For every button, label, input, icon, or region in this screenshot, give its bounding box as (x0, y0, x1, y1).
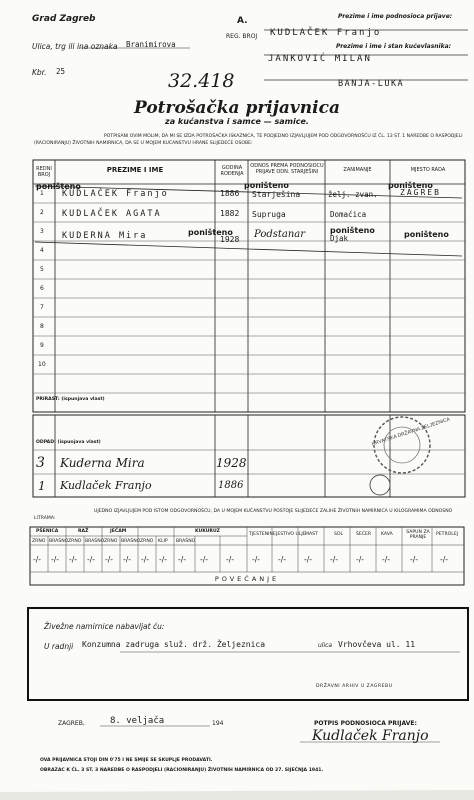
row-number: 1 (40, 190, 44, 197)
stock-subcol: BRAŠNO (49, 539, 69, 544)
stock-value: -/- (200, 555, 208, 564)
cancelled-stamp: poništeno (244, 181, 289, 190)
odpad-no: 3 (36, 455, 45, 471)
form-subtitle: za kućanstva i samce — samice. (165, 117, 309, 126)
stock-group: KUKURUZ (195, 529, 221, 534)
footer-year: 194 (212, 720, 224, 727)
stock-subcol: ZRNO (140, 539, 154, 544)
stock-value: -/- (105, 555, 113, 564)
stock-value: -/- (252, 555, 260, 564)
row-number: 3 (40, 228, 44, 235)
row-number: 9 (40, 342, 44, 349)
stock-other: SOL (334, 532, 344, 537)
odpad-no: 1 (38, 479, 46, 493)
stock-value: -/- (304, 555, 312, 564)
person-relation: Starješina (252, 190, 301, 199)
stock-value: -/- (278, 555, 286, 564)
col-year-header: GODINA ROĐENJA (220, 165, 244, 177)
house-no-value: 25 (56, 67, 66, 76)
applicant-label: Prezime i ime podnosioca prijave: (338, 13, 453, 20)
form-title: Potrošačka prijavnica (134, 98, 340, 118)
footer-note-price: OVA PRIJAVNICA STOJI DIN 0'75 I NE SMIJE SE SKUPLJE PRODAVATI. (40, 758, 213, 763)
stock-value: -/- (178, 555, 186, 564)
odpad-name: Kudlaček Franjo (60, 479, 152, 492)
col-occupation-header: ZANIMANJE (343, 167, 372, 173)
stock-value: -/- (123, 555, 131, 564)
street-value: Branimirova (126, 40, 176, 49)
street-label: Ulica, trg ili ina oznaka (32, 42, 118, 51)
house-no-label: Kbr. (32, 68, 47, 77)
person-year: 1928 (220, 235, 240, 244)
stock-subcol: KLIP (158, 539, 168, 544)
owner-address: BANJA-LUKA (338, 79, 405, 89)
person-relation: Supruga (252, 210, 286, 219)
person-year: 1886 (220, 189, 240, 198)
person-name: KUDLAČEK AGATA (62, 209, 162, 219)
reg-label: REG. BROJ (226, 33, 258, 40)
person-occupation: želj. zvan. (328, 190, 378, 199)
row-number: 6 (40, 285, 44, 292)
stock-value: -/- (410, 555, 418, 564)
row-number: 2 (40, 209, 44, 216)
cancelled-stamp: poništeno (388, 181, 433, 190)
odpad-year: 1928 (216, 456, 247, 470)
person-relation: Podstanar (254, 229, 306, 240)
row-number: 7 (40, 304, 44, 311)
col-no-header: REDNI BROJ (36, 166, 52, 178)
supply-label: Živežne namirnice nabavljat ću: (44, 622, 165, 631)
shop-value: Konzumna zadruga služ. drž. Željeznica (82, 640, 266, 649)
person-workplace: ZAGREB (400, 188, 441, 197)
stock-subcol: BRAŠNO (121, 539, 141, 544)
prirast-label: PRIRAST: (ispunjava vlast) (36, 397, 105, 402)
cancelled-stamp: poništeno (330, 226, 375, 235)
stock-value: -/- (356, 555, 364, 564)
stock-subcol: BRAŠNO (176, 539, 196, 544)
odpad-name: Kuderna Mira (60, 456, 145, 470)
person-occupation: Domaćica (330, 210, 367, 219)
city-label: Grad Zagreb (32, 14, 96, 24)
stock-value: -/- (33, 555, 41, 564)
archive-stamp: DRŽAVNI ARHIV U ZAGREBU (316, 684, 393, 689)
handwritten-number: 32.418 (168, 70, 235, 92)
row-number: 8 (40, 323, 44, 330)
signature: Kudlaček Franjo (312, 728, 429, 744)
declaration-text: UJEDNO IZJAVLJUJEM POD ISTOM ODGOVORNOŠĆU, DA U MOJEM KUĆANSTVU POSTOJE SLIJEDEĆE ZALIHE ŽIVOTNIH NAMIRNICA U KILOGRAMIMA ODNOSNO LITRAMA: (34, 509, 453, 521)
applicant-value: KUDLAČEK Franjo (270, 28, 382, 38)
owner-label: Prezime i ime i stan kućevlasnika: (336, 43, 452, 50)
person-occupation: Djak (330, 234, 349, 243)
col-name-header: PREZIME I IME (106, 166, 164, 174)
stock-other: TJESTENINE (249, 532, 276, 537)
stock-other: PETROLEJ (436, 532, 459, 537)
footer-note-form: OBRAZAC K ČL. 3 ST. 3 NAREDBE O RASPODJELI (RACIONIRANJU) ŽIVOTNIH NAMIRNICA OD 27. SIJEČNJA 1941. (40, 768, 324, 773)
signature-label: POTPIS PODNOSIOCA PRIJAVE: (314, 720, 417, 727)
stock-value: -/- (440, 555, 448, 564)
stock-subcol: ZRNO (104, 539, 118, 544)
row-number: 4 (40, 247, 44, 254)
stock-other: JESTIVO ULJE (276, 532, 306, 537)
owner-value: JANKOVIĆ MILAN (268, 54, 372, 64)
railway-stamp: HRVATSKA DRŽAVNA ŽELJEZNICA (371, 416, 451, 448)
stock-other: MAST (305, 532, 318, 537)
cancelled-stamp: poništeno (188, 228, 233, 237)
odpad-year: 1886 (218, 480, 244, 491)
col-relation-header: ODNOS PREMA PODNOSIOCU PRIJAVE ODN. STARJEŠINI (250, 163, 324, 175)
stock-group: JEČAM (110, 529, 127, 534)
stock-value: -/- (226, 555, 234, 564)
stock-subcol: BRAŠNO (85, 539, 105, 544)
stock-subcol: ZRNO (68, 539, 82, 544)
stock-value: -/- (159, 555, 167, 564)
stock-group: RAŽ (78, 529, 89, 534)
stock-value: -/- (87, 555, 95, 564)
stock-other: SAPUN ZA PRANJE (406, 530, 430, 540)
row-number: 10 (38, 361, 46, 368)
intro-text: POTPISANI OVIM MOLIM, DA MI SE IZDA POTROŠAČKA ISKAZNICA, TE PODJEDNO IZJAVLJUJEM POD ODGOVORNOŠĆU IZ ČL. 13 ST. 1 NAREDBE O RASPODJELI (RACIONIRANJU) ŽIVOTNIH NAMIRNICA, DA SE U MOJEM KUĆANSTVU HRANE SLIJEDEĆE OSOBE: (34, 134, 463, 146)
stock-group: PŠENICA (36, 529, 59, 534)
person-name: KUDLAČEK Franjo (62, 189, 169, 199)
odpad-label: ODPAD: (ispunjava vlast) (36, 440, 101, 445)
cancelled-stamp: poništeno (404, 230, 449, 239)
stock-other: KAVA (381, 532, 393, 537)
stock-subcol: ZRNO (32, 539, 46, 544)
supply-street-label: ulica (318, 642, 333, 649)
person-name: KUDERNA Mira (62, 231, 148, 241)
person-year: 1882 (220, 209, 240, 218)
row-number: 5 (40, 266, 44, 273)
stock-value: -/- (69, 555, 77, 564)
stock-value: -/- (51, 555, 59, 564)
stock-value: -/- (330, 555, 338, 564)
footer-date: 8. veljača (110, 716, 165, 726)
footer-city: ZAGREB, (58, 720, 85, 727)
supply-street-value: Vrhovčeva ul. 11 (338, 640, 416, 649)
cancelled-stamp: poništeno (36, 182, 81, 191)
section-label: A. (237, 16, 248, 26)
stock-value: -/- (382, 555, 390, 564)
col-workplace-header: MJESTO RADA (410, 167, 446, 173)
shop-label: U radnji (44, 642, 74, 651)
stock-other: ŠEĆER (356, 532, 372, 537)
increase-label: POVEĆANJE (214, 575, 280, 583)
stock-value: -/- (141, 555, 149, 564)
